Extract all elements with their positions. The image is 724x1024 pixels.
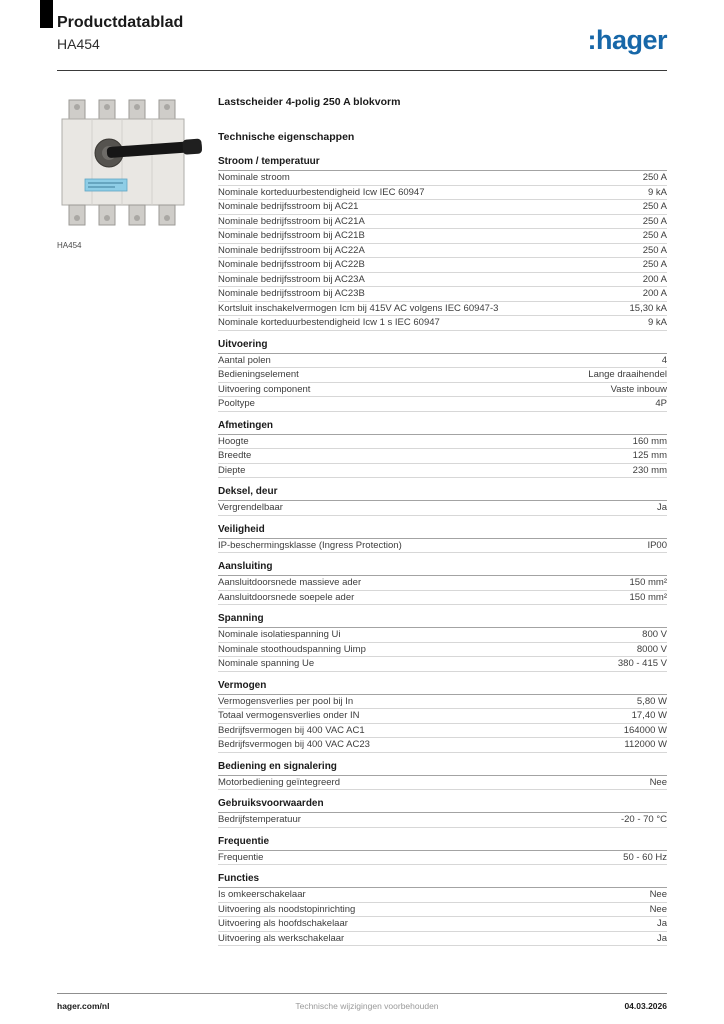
spec-value: 112000 W: [624, 739, 667, 751]
spec-section: [218, 836, 667, 866]
table-row: [218, 695, 667, 710]
table-row: [218, 628, 667, 643]
spec-section: [218, 613, 667, 672]
table-row: [218, 501, 667, 516]
spec-label: Bedrijfsvermogen bij 400 VAC AC1: [218, 724, 365, 736]
spec-label: Nominale korteduurbestendigheid Icw IEC 60947: [218, 186, 425, 198]
spec-label: Uitvoering als hoofdschakelaar: [218, 918, 348, 930]
table-row: [218, 709, 667, 724]
spec-label: Bedrijfsvermogen bij 400 VAC AC23: [218, 739, 370, 751]
spec-value: 4: [661, 354, 667, 366]
spec-label: Nominale bedrijfsstroom bij AC23A: [218, 273, 365, 285]
table-row: [218, 229, 667, 244]
table-row: [218, 643, 667, 658]
spec-label: Nominale bedrijfsstroom bij AC23B: [218, 288, 365, 300]
spec-value: IP00: [647, 539, 667, 551]
table-row: [218, 215, 667, 230]
spec-value: 200 A: [642, 273, 667, 285]
spec-value: Vaste inbouw: [610, 383, 667, 395]
spec-value: Nee: [649, 889, 667, 901]
section-rows: [218, 171, 667, 331]
spec-label: Nominale bedrijfsstroom bij AC22B: [218, 259, 365, 271]
spec-value: Ja: [656, 932, 667, 944]
product-image-caption: HA454: [57, 241, 82, 250]
spec-label: Nominale bedrijfsstroom bij AC21B: [218, 230, 365, 242]
spec-label: Hoogte: [218, 435, 249, 447]
spec-value: 50 - 60 Hz: [623, 851, 667, 863]
spec-value: 250 A: [642, 172, 667, 184]
spec-value: 125 mm: [632, 450, 667, 462]
table-row: [218, 539, 667, 554]
table-row: [218, 888, 667, 903]
top-terminals: [69, 100, 175, 120]
spec-label: Nominale isolatiespanning Ui: [218, 629, 341, 641]
spec-value: Nee: [649, 776, 667, 788]
section-title: Afmetingen: [218, 420, 667, 435]
table-row: [218, 813, 667, 828]
corner-print-mark: [40, 0, 53, 28]
product-code: HA454: [57, 36, 100, 52]
table-row: [218, 903, 667, 918]
table-row: [218, 464, 667, 479]
section-rows: [218, 851, 667, 866]
spec-label: Aansluitdoorsnede soepele ader: [218, 591, 355, 603]
spec-section: [218, 524, 667, 554]
footer-date: 04.03.2026: [624, 1001, 667, 1011]
spec-section: [218, 420, 667, 479]
spec-section: [218, 486, 667, 516]
table-row: [218, 316, 667, 331]
spec-section: [218, 561, 667, 605]
bottom-terminals: [69, 205, 175, 225]
spec-value: 164000 W: [623, 724, 667, 736]
table-row: [218, 273, 667, 288]
table-row: [218, 244, 667, 259]
spec-label: Vermogensverlies per pool bij In: [218, 695, 354, 707]
spec-value: Ja: [656, 918, 667, 930]
spec-section: [218, 680, 667, 753]
switch-illustration: [57, 95, 207, 235]
section-title: Spanning: [218, 613, 667, 628]
spec-value: 160 mm: [632, 435, 667, 447]
table-row: [218, 932, 667, 947]
spec-value: Nee: [649, 903, 667, 915]
table-row: [218, 354, 667, 369]
section-rows: [218, 776, 667, 791]
spec-section: [218, 339, 667, 412]
section-title: Frequentie: [218, 836, 667, 851]
table-row: [218, 776, 667, 791]
table-row: [218, 917, 667, 932]
table-row: [218, 449, 667, 464]
spec-label: Aantal polen: [218, 354, 271, 366]
table-row: [218, 186, 667, 201]
section-title: Uitvoering: [218, 339, 667, 354]
spec-label: Diepte: [218, 464, 246, 476]
spec-value: 150 mm²: [629, 591, 667, 603]
footer-disclaimer: Technische wijzigingen voorbehouden: [295, 1001, 439, 1011]
section-title: Vermogen: [218, 680, 667, 695]
spec-label: Frequentie: [218, 851, 264, 863]
section-title: Deksel, deur: [218, 486, 667, 501]
tech-properties-heading: Technische eigenschappen: [218, 131, 355, 143]
section-rows: [218, 354, 667, 412]
header: [57, 13, 667, 54]
spec-value: 4P: [655, 398, 667, 410]
spec-label: Aansluitdoorsnede massieve ader: [218, 577, 362, 589]
spec-label: Is omkeerschakelaar: [218, 889, 306, 901]
section-rows: [218, 576, 667, 605]
spec-sections: [218, 156, 667, 946]
spec-label: Nominale bedrijfsstroom bij AC21A: [218, 215, 365, 227]
spec-value: Lange draaihendel: [588, 369, 667, 381]
spec-value: 150 mm²: [629, 577, 667, 589]
spec-value: 250 A: [642, 201, 667, 213]
table-row: [218, 724, 667, 739]
table-row: [218, 383, 667, 398]
table-row: [218, 258, 667, 273]
section-title: Aansluiting: [218, 561, 667, 576]
spec-label: Breedte: [218, 450, 252, 462]
spec-label: Totaal vermogensverlies onder IN: [218, 710, 360, 722]
spec-label: Nominale stoothoudspanning Uimp: [218, 643, 366, 655]
spec-column: [218, 96, 667, 946]
spec-value: 200 A: [642, 288, 667, 300]
table-row: [218, 368, 667, 383]
spec-label: IP-beschermingsklasse (Ingress Protection): [218, 539, 402, 551]
spec-value: 250 A: [642, 230, 667, 242]
spec-section: [218, 761, 667, 791]
product-name: Lastscheider 4-polig 250 A blokvorm: [218, 96, 401, 108]
section-rows: [218, 435, 667, 479]
spec-label: Uitvoering als werkschakelaar: [218, 932, 345, 944]
table-row: [218, 657, 667, 672]
table-row: [218, 738, 667, 753]
spec-value: 380 - 415 V: [617, 658, 667, 670]
section-title: Bediening en signalering: [218, 761, 667, 776]
header-titles: [57, 13, 183, 54]
spec-value: Ja: [656, 502, 667, 514]
section-rows: [218, 501, 667, 516]
spec-value: 8000 V: [636, 643, 667, 655]
table-row: [218, 576, 667, 591]
spec-label: Uitvoering component: [218, 383, 311, 395]
table-row: [218, 851, 667, 866]
section-rows: [218, 539, 667, 554]
section-rows: [218, 695, 667, 753]
spec-value: 17,40 W: [631, 710, 667, 722]
spec-value: 250 A: [642, 215, 667, 227]
spec-label: Uitvoering als noodstopinrichting: [218, 903, 356, 915]
table-row: [218, 397, 667, 412]
spec-value: 9 kA: [647, 186, 667, 198]
spec-value: 250 A: [642, 244, 667, 256]
header-divider: [57, 70, 667, 71]
spec-value: 800 V: [642, 629, 667, 641]
spec-value: -20 - 70 °C: [620, 814, 667, 826]
spec-section: [218, 873, 667, 946]
spec-label: Kortsluit inschakelvermogen Icm bij 415V AC volgens IEC 60947-3: [218, 302, 499, 314]
table-row: [218, 302, 667, 317]
spec-label: Bedieningselement: [218, 369, 299, 381]
table-row: [218, 591, 667, 606]
spec-label: Nominale bedrijfsstroom bij AC22A: [218, 244, 365, 256]
footer: [57, 993, 667, 1011]
spec-label: Nominale spanning Ue: [218, 658, 315, 670]
section-title: Stroom / temperatuur: [218, 156, 667, 171]
product-image-column: [57, 95, 207, 250]
table-row: [218, 287, 667, 302]
spec-label: Nominale korteduurbestendigheid Icw 1 s IEC 60947: [218, 317, 440, 329]
spec-label: Vergrendelbaar: [218, 502, 283, 514]
spec-value: 250 A: [642, 259, 667, 271]
table-row: [218, 171, 667, 186]
spec-section: [218, 156, 667, 331]
section-rows: [218, 628, 667, 672]
section-rows: [218, 888, 667, 946]
spec-label: Nominale bedrijfsstroom bij AC21: [218, 201, 359, 213]
document-title: Productdatablad: [57, 14, 184, 31]
footer-website-link[interactable]: hager.com/nl: [57, 1001, 110, 1011]
hager-logo: :hager: [587, 25, 667, 55]
spec-value: 9 kA: [647, 317, 667, 329]
section-title: Gebruiksvoorwaarden: [218, 798, 667, 813]
spec-label: Nominale stroom: [218, 172, 290, 184]
table-row: [218, 435, 667, 450]
spec-value: 5,80 W: [636, 695, 667, 707]
spec-label: Pooltype: [218, 398, 255, 410]
table-row: [218, 200, 667, 215]
section-rows: [218, 813, 667, 828]
spec-value: 15,30 kA: [629, 302, 667, 314]
section-title: Veiligheid: [218, 524, 667, 539]
spec-section: [218, 798, 667, 828]
section-title: Functies: [218, 873, 667, 888]
spec-label: Bedrijfstemperatuur: [218, 814, 301, 826]
spec-label: Motorbediening geïntegreerd: [218, 776, 341, 788]
product-image: [57, 95, 207, 235]
spec-value: 230 mm: [632, 464, 667, 476]
